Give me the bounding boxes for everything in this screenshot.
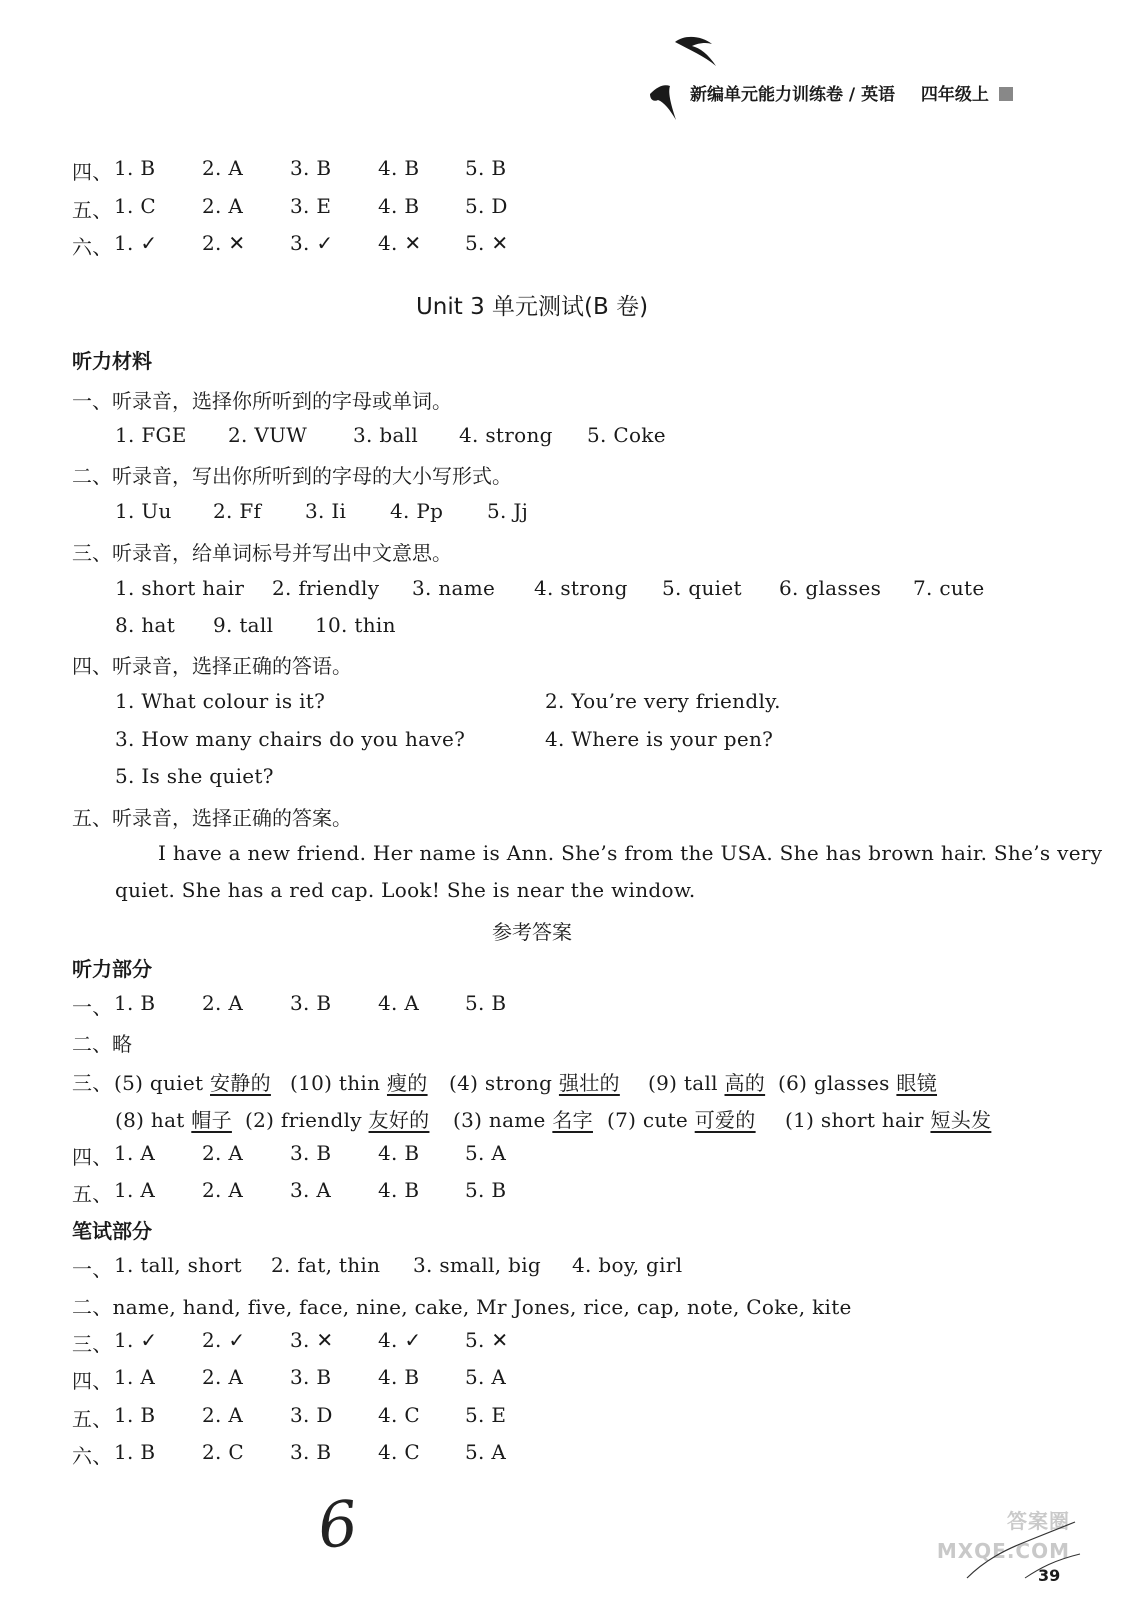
answer-item: 4. B bbox=[378, 1141, 420, 1165]
answer-item: 1. B bbox=[114, 991, 156, 1015]
q2-item: 4. Pp bbox=[390, 499, 444, 523]
answer-item: 5. E bbox=[465, 1403, 507, 1427]
scribble-stroke-icon bbox=[965, 1520, 1085, 1580]
row-prefix: 五、 bbox=[72, 1407, 113, 1431]
header-tag-icon bbox=[999, 87, 1013, 101]
answer-item: 2. C bbox=[202, 1440, 244, 1464]
listening-answer-row-2 bbox=[72, 1028, 132, 1057]
answer-item: 1. tall, short bbox=[114, 1253, 242, 1277]
answer-text: name, hand, five, face, nine, cake, Mr Jones, rice, cap, note, Coke, kite bbox=[112, 1295, 852, 1319]
q3-item: 1. short hair bbox=[115, 576, 245, 600]
q4-item: 2. You’re very friendly. bbox=[545, 689, 781, 713]
subject-label: 英语 bbox=[861, 85, 896, 105]
answer-item: 1. A bbox=[114, 1178, 156, 1202]
q2-item: 5. Jj bbox=[487, 499, 529, 523]
answer-item: 3. B bbox=[290, 156, 332, 180]
word-pair bbox=[115, 1104, 232, 1133]
word-pair bbox=[114, 1067, 271, 1096]
row-prefix: 三、 bbox=[72, 1071, 113, 1095]
question-5-passage-line-2: quiet. She has a red cap. Look! She is near the window. bbox=[115, 878, 696, 902]
word-pair bbox=[453, 1104, 593, 1133]
word-cn: 友好的 bbox=[368, 1108, 430, 1132]
word-pair bbox=[607, 1104, 756, 1133]
word-number-en: (4) strong bbox=[449, 1071, 559, 1095]
question-2-items bbox=[115, 499, 715, 525]
answer-item: 3. ✓ bbox=[290, 231, 334, 255]
row-prefix: 四、 bbox=[72, 160, 113, 184]
answer-item: 2. fat, thin bbox=[271, 1253, 381, 1277]
word-cn: 名字 bbox=[552, 1108, 593, 1132]
word-pair bbox=[290, 1067, 428, 1096]
answer-item: 4. C bbox=[378, 1403, 420, 1427]
row-prefix: 三、 bbox=[72, 1332, 113, 1356]
word-pair bbox=[648, 1067, 765, 1096]
q1-item: 3. ball bbox=[353, 423, 419, 447]
question-1-items bbox=[115, 423, 815, 449]
answer-item: 1. ✓ bbox=[114, 1328, 158, 1352]
answer-item: 3. B bbox=[290, 1141, 332, 1165]
listening-answer-row-4 bbox=[72, 1141, 672, 1167]
word-cn: 可爱的 bbox=[694, 1108, 756, 1132]
word-number-en: (2) friendly bbox=[245, 1108, 369, 1132]
grade-label: 四年级上 bbox=[920, 85, 989, 105]
answer-row-5 bbox=[72, 194, 672, 220]
q2-item: 1. Uu bbox=[115, 499, 172, 523]
answer-item: 4. C bbox=[378, 1440, 420, 1464]
answer-item: 3. B bbox=[290, 1440, 332, 1464]
listening-answer-row-3b bbox=[115, 1104, 1015, 1132]
question-2-title: 二、听录音，写出你所听到的字母的大小写形式。 bbox=[72, 464, 512, 488]
word-cn: 高的 bbox=[724, 1071, 766, 1095]
q1-item: 5. Coke bbox=[587, 423, 666, 447]
question-1-title: 一、听录音，选择你所听到的字母或单词。 bbox=[72, 389, 452, 413]
answer-item: 2. A bbox=[202, 194, 244, 218]
q4-item: 5. Is she quiet? bbox=[115, 764, 274, 788]
word-number-en: (8) hat bbox=[115, 1108, 192, 1132]
question-3-row-1 bbox=[115, 576, 1015, 602]
word-cn: 安静的 bbox=[210, 1071, 271, 1095]
answer-item: 4. B bbox=[378, 1178, 420, 1202]
listening-part-heading: 听力部分 bbox=[72, 957, 152, 981]
page-number: 39 bbox=[1038, 1566, 1061, 1585]
q3-item: 2. friendly bbox=[272, 576, 380, 600]
q1-item: 1. FGE bbox=[115, 423, 187, 447]
row-prefix: 一、 bbox=[72, 1257, 113, 1281]
word-pair bbox=[778, 1067, 937, 1096]
q4-item: 4. Where is your pen? bbox=[545, 727, 774, 751]
written-answer-row-1 bbox=[72, 1253, 772, 1279]
q3-item: 8. hat bbox=[115, 613, 176, 637]
word-pair bbox=[785, 1104, 991, 1133]
row-prefix: 四、 bbox=[72, 1145, 113, 1169]
answer-row-6 bbox=[72, 231, 672, 257]
answer-item: 5. A bbox=[465, 1440, 507, 1464]
listening-answer-row-5 bbox=[72, 1178, 672, 1204]
answer-item: 3. E bbox=[290, 194, 332, 218]
answer-item: 1. B bbox=[114, 1403, 156, 1427]
question-4-title: 四、听录音，选择正确的答语。 bbox=[72, 654, 352, 678]
answer-item: 3. B bbox=[290, 991, 332, 1015]
question-4-items bbox=[115, 689, 1015, 789]
word-cn: 眼镜 bbox=[896, 1071, 938, 1095]
question-5-title: 五、听录音，选择正确的答案。 bbox=[72, 806, 352, 830]
answer-item: 1. B bbox=[114, 1440, 156, 1464]
q3-item: 7. cute bbox=[913, 576, 985, 600]
word-number-en: (7) cute bbox=[607, 1108, 695, 1132]
answer-item: 1. C bbox=[114, 194, 156, 218]
answer-item: 1. A bbox=[114, 1141, 156, 1165]
answer-item: 5. B bbox=[465, 1178, 507, 1202]
written-answer-row-6 bbox=[72, 1440, 672, 1466]
row-prefix: 一、 bbox=[72, 995, 113, 1019]
row-prefix: 五、 bbox=[72, 198, 113, 222]
row-prefix: 四、 bbox=[72, 1369, 113, 1393]
q2-item: 2. Ff bbox=[213, 499, 262, 523]
q3-item: 5. quiet bbox=[662, 576, 742, 600]
row-prefix: 六、 bbox=[72, 235, 113, 259]
answer-item: 5. D bbox=[465, 194, 508, 218]
header-bar bbox=[690, 80, 1013, 105]
question-5-passage-line-1: I have a new friend. Her name is Ann. She’s from the USA. She has brown hair. She’s very bbox=[158, 841, 1103, 865]
header-slash: / bbox=[848, 85, 856, 105]
word-number-en: (1) short hair bbox=[785, 1108, 931, 1132]
answer-item: 1. B bbox=[114, 156, 156, 180]
q3-item: 10. thin bbox=[315, 613, 396, 637]
q1-item: 4. strong bbox=[459, 423, 553, 447]
answer-item: 2. A bbox=[202, 991, 244, 1015]
listening-material-heading: 听力材料 bbox=[72, 349, 152, 373]
answer-item: 2. A bbox=[202, 1141, 244, 1165]
q2-item: 3. Ii bbox=[305, 499, 347, 523]
word-number-en: (5) quiet bbox=[114, 1071, 210, 1095]
answer-text: 略 bbox=[112, 1032, 132, 1056]
answer-item: 2. A bbox=[202, 1178, 244, 1202]
word-number-en: (3) name bbox=[453, 1108, 553, 1132]
word-number-en: (6) glasses bbox=[778, 1071, 897, 1095]
answer-item: 2. A bbox=[202, 1365, 244, 1389]
q4-item: 1. What colour is it? bbox=[115, 689, 326, 713]
answer-item: 5. ✕ bbox=[465, 1328, 509, 1352]
q3-item: 6. glasses bbox=[779, 576, 882, 600]
answer-item: 2. ✓ bbox=[202, 1328, 246, 1352]
answer-item: 2. A bbox=[202, 1403, 244, 1427]
q1-item: 2. VUW bbox=[228, 423, 308, 447]
answer-item: 4. A bbox=[378, 991, 420, 1015]
q4-item: 3. How many chairs do you have? bbox=[115, 727, 466, 751]
q3-item: 3. name bbox=[412, 576, 496, 600]
series-title: 新编单元能力训练卷 bbox=[690, 85, 843, 105]
answer-item: 3. small, big bbox=[413, 1253, 542, 1277]
answer-item: 2. A bbox=[202, 156, 244, 180]
handwritten-number: 6 bbox=[314, 1486, 362, 1563]
answer-item: 3. D bbox=[290, 1403, 333, 1427]
bird-logo-icon bbox=[640, 30, 740, 125]
written-answer-row-3 bbox=[72, 1328, 672, 1354]
written-answer-row-2 bbox=[72, 1291, 852, 1320]
unit-title: Unit 3 单元测试(B 卷) bbox=[415, 294, 649, 320]
answer-item: 5. B bbox=[465, 991, 507, 1015]
answer-item: 3. B bbox=[290, 1365, 332, 1389]
answer-item: 4. boy, girl bbox=[572, 1253, 683, 1277]
answer-item: 5. A bbox=[465, 1141, 507, 1165]
row-prefix: 六、 bbox=[72, 1444, 113, 1468]
row-prefix: 二、 bbox=[72, 1295, 113, 1319]
answer-row-4 bbox=[72, 156, 672, 182]
answer-item: 5. A bbox=[465, 1365, 507, 1389]
listening-answer-row-1 bbox=[72, 991, 672, 1017]
question-3-title: 三、听录音，给单词标号并写出中文意思。 bbox=[72, 541, 452, 565]
q3-item: 4. strong bbox=[534, 576, 628, 600]
watermark-logo: 答案圈 MXQE.COM bbox=[936, 1509, 1070, 1563]
written-part-heading: 笔试部分 bbox=[72, 1219, 152, 1243]
word-cn: 瘦的 bbox=[386, 1071, 428, 1095]
word-pair bbox=[449, 1067, 620, 1096]
answer-item: 1. ✓ bbox=[114, 231, 158, 255]
answer-item: 4. ✕ bbox=[378, 231, 422, 255]
word-cn: 强壮的 bbox=[558, 1071, 620, 1095]
listening-answer-row-3a bbox=[72, 1067, 972, 1095]
written-answer-row-4 bbox=[72, 1365, 672, 1391]
answer-item: 4. B bbox=[378, 194, 420, 218]
answer-item: 2. ✕ bbox=[202, 231, 246, 255]
word-number-en: (10) thin bbox=[290, 1071, 387, 1095]
answer-item: 5. ✕ bbox=[465, 231, 509, 255]
answer-item: 4. ✓ bbox=[378, 1328, 422, 1352]
answer-item: 3. A bbox=[290, 1178, 332, 1202]
answer-item: 3. ✕ bbox=[290, 1328, 334, 1352]
answers-title: 参考答案 bbox=[492, 920, 572, 944]
row-prefix: 五、 bbox=[72, 1182, 113, 1206]
answer-item: 1. A bbox=[114, 1365, 156, 1389]
answer-item: 4. B bbox=[378, 156, 420, 180]
word-pair bbox=[245, 1104, 429, 1133]
answer-item: 5. B bbox=[465, 156, 507, 180]
q3-item: 9. tall bbox=[213, 613, 274, 637]
question-3-row-2 bbox=[115, 613, 715, 639]
answer-item: 4. B bbox=[378, 1365, 420, 1389]
written-answer-row-5 bbox=[72, 1403, 672, 1429]
word-number-en: (9) tall bbox=[648, 1071, 725, 1095]
row-prefix: 二、 bbox=[72, 1032, 112, 1056]
word-cn: 帽子 bbox=[191, 1108, 232, 1132]
word-cn: 短头发 bbox=[930, 1108, 992, 1132]
